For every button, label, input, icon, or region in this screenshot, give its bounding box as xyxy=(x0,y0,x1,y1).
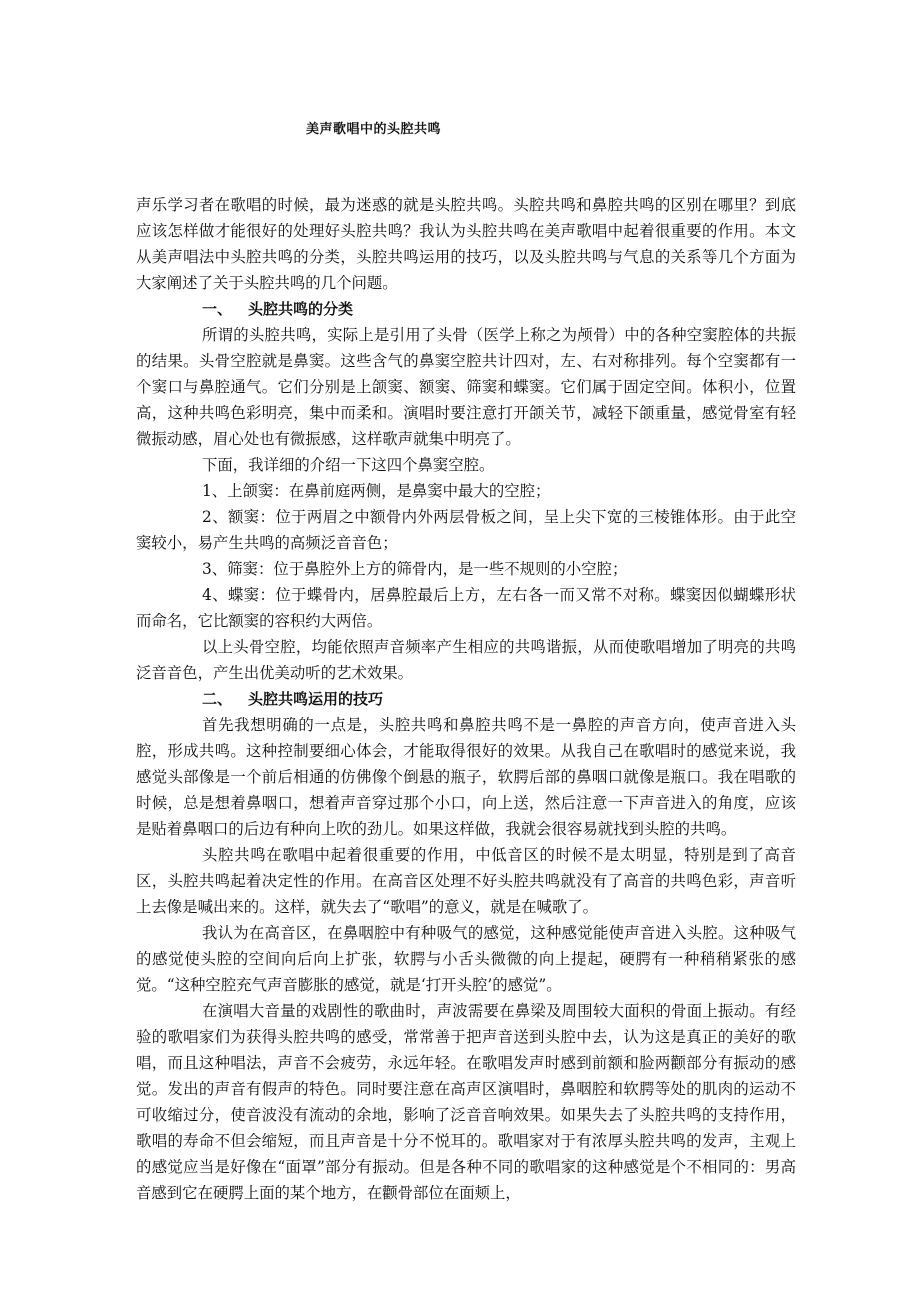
sinus-item-sphenoid: 4、蝶窦：位于蝶骨内，居鼻腔最后上方，左右各一而又常不对称。蝶窦因似蝴蝶形状而命名，它比额窦的容积约大两倍。 xyxy=(136,586,796,630)
section-2-paragraph: 头腔共鸣在歌唱中起着很重要的作用，中低音区的时候不是太明显，特别是到了高音区，头腔共鸣起着决定性的作用。在高音区处理不好头腔共鸣就没有了高音的共鸣色彩，声音听上去像是喊出来的。这样，就失去了“歌唱”的意义，就是在喊歌了。 xyxy=(136,846,796,916)
section-1-number: 一、 xyxy=(202,300,233,318)
section-2-paragraph: 首先我想明确的一点是，头腔共鸣和鼻腔共鸣不是一鼻腔的声音方向，使声音进入头腔，形成共鸣。这种控制要细心体会，才能取得很好的效果。从我自己在歌唱时的感觉来说，我感觉头部像是一个前后相通的仿佛像个倒悬的瓶子，软腭后部的鼻咽口就像是瓶口。我在唱歌的时候，总是想着鼻咽口，想着声音穿过那个小口，向上送，然后注意一下声音进入的角度，应该是贴着鼻咽口的后边有种向上吹的劲儿。如果这样做，我就会很容易就找到头腔的共鸣。 xyxy=(136,716,796,838)
sinus-item-ethmoid: 3、筛窦：位于鼻腔外上方的筛骨内，是一些不规则的小空腔； xyxy=(202,560,628,578)
document-title: 美声歌唱中的头腔共鸣 xyxy=(306,122,442,137)
section-2-paragraph: 我认为在高音区，在鼻咽腔中有种吸气的感觉，这种感觉能使声音进入头腔。这种吸气的感觉使头腔的空间向后向上扩张，软腭与小舌头微微的向上提起，硬腭有一种稍稍紧张的感觉。“这种空腔充气声音膨胀的感觉，就是‘打开头腔’的感觉”。 xyxy=(136,924,796,994)
section-2-paragraph: 在演唱大音量的戏剧性的歌曲时，声波需要在鼻梁及周围较大面积的骨面上振动。有经验的歌唱家们为获得头腔共鸣的感受，常常善于把声音送到头腔中去，认为这是真正的美好的歌唱，而且这种唱法，声音不会疲劳，永远年轻。在歌唱发声时感到前额和脸两颧部分有振动的感觉。发出的声音有假声的特色。同时要注意在高声区演唱时，鼻咽腔和软腭等处的肌肉的运动不可收缩过分，使音波没有流动的余地，影响了泛音音响效果。如果失去了头腔共鸣的支持作用，歌唱的寿命不但会缩短，而且声音是十分不悦耳的。歌唱家对于有浓厚头腔共鸣的发声，主观上的感觉应当是好像在“面罩”部分有振动。但是各种不同的歌唱家的这种感觉是个不相同的：男高音感到它在硬腭上面的某个地方，在颧骨部位在面颊上， xyxy=(136,1002,796,1202)
document-body xyxy=(136,192,796,1206)
section-2-heading xyxy=(136,686,796,712)
section-1-heading xyxy=(136,296,796,322)
section-2-number: 二、 xyxy=(202,690,233,708)
intro-paragraph: 声乐学习者在歌唱的时候，最为迷惑的就是头腔共鸣。头腔共鸣和鼻腔共鸣的区别在哪里？到底应该怎样做才能很好的处理好头腔共鸣？我认为头腔共鸣在美声歌唱中起着很重要的作用。本文从美声唱法中头腔共鸣的分类，头腔共鸣运用的技巧，以及头腔共鸣与气息的关系等几个方面为大家阐述了关于头腔共鸣的几个问题。 xyxy=(136,196,796,292)
sinus-item-frontal: 2、额窦：位于两眉之中额骨内外两层骨板之间，呈上尖下宽的三棱锥体形。由于此空窦较小，易产生共鸣的高频泛音音色； xyxy=(136,508,796,552)
section-1-paragraph: 所谓的头腔共鸣，实际上是引用了头骨（医学上称之为颅骨）中的各种空窦腔体的共振的结果。头骨空腔就是鼻窦。这些含气的鼻窦空腔共计四对，左、右对称排列。每个空窦都有一个窦口与鼻腔通气。它们分别是上颌窦、额窦、筛窦和蝶窦。它们属于固定空间。体积小，位置高，这种共鸣色彩明亮，集中而柔和。演唱时要注意打开颌关节，减轻下颌重量，感觉骨室有轻微振动感，眉心处也有微振感，这样歌声就集中明亮了。 xyxy=(136,326,796,448)
section-1-paragraph: 以上头骨空腔，均能依照声音频率产生相应的共鸣谐振，从而使歌唱增加了明亮的共鸣泛音音色，产生出优美动听的艺术效果。 xyxy=(136,638,796,682)
section-1-paragraph: 下面，我详细的介绍一下这四个鼻窦空腔。 xyxy=(202,456,495,474)
section-1-title: 头腔共鸣的分类 xyxy=(248,300,354,318)
section-2-title: 头腔共鸣运用的技巧 xyxy=(248,690,384,708)
sinus-item-maxillary: 1、上颌窦：在鼻前庭两侧，是鼻窦中最大的空腔； xyxy=(202,482,551,500)
